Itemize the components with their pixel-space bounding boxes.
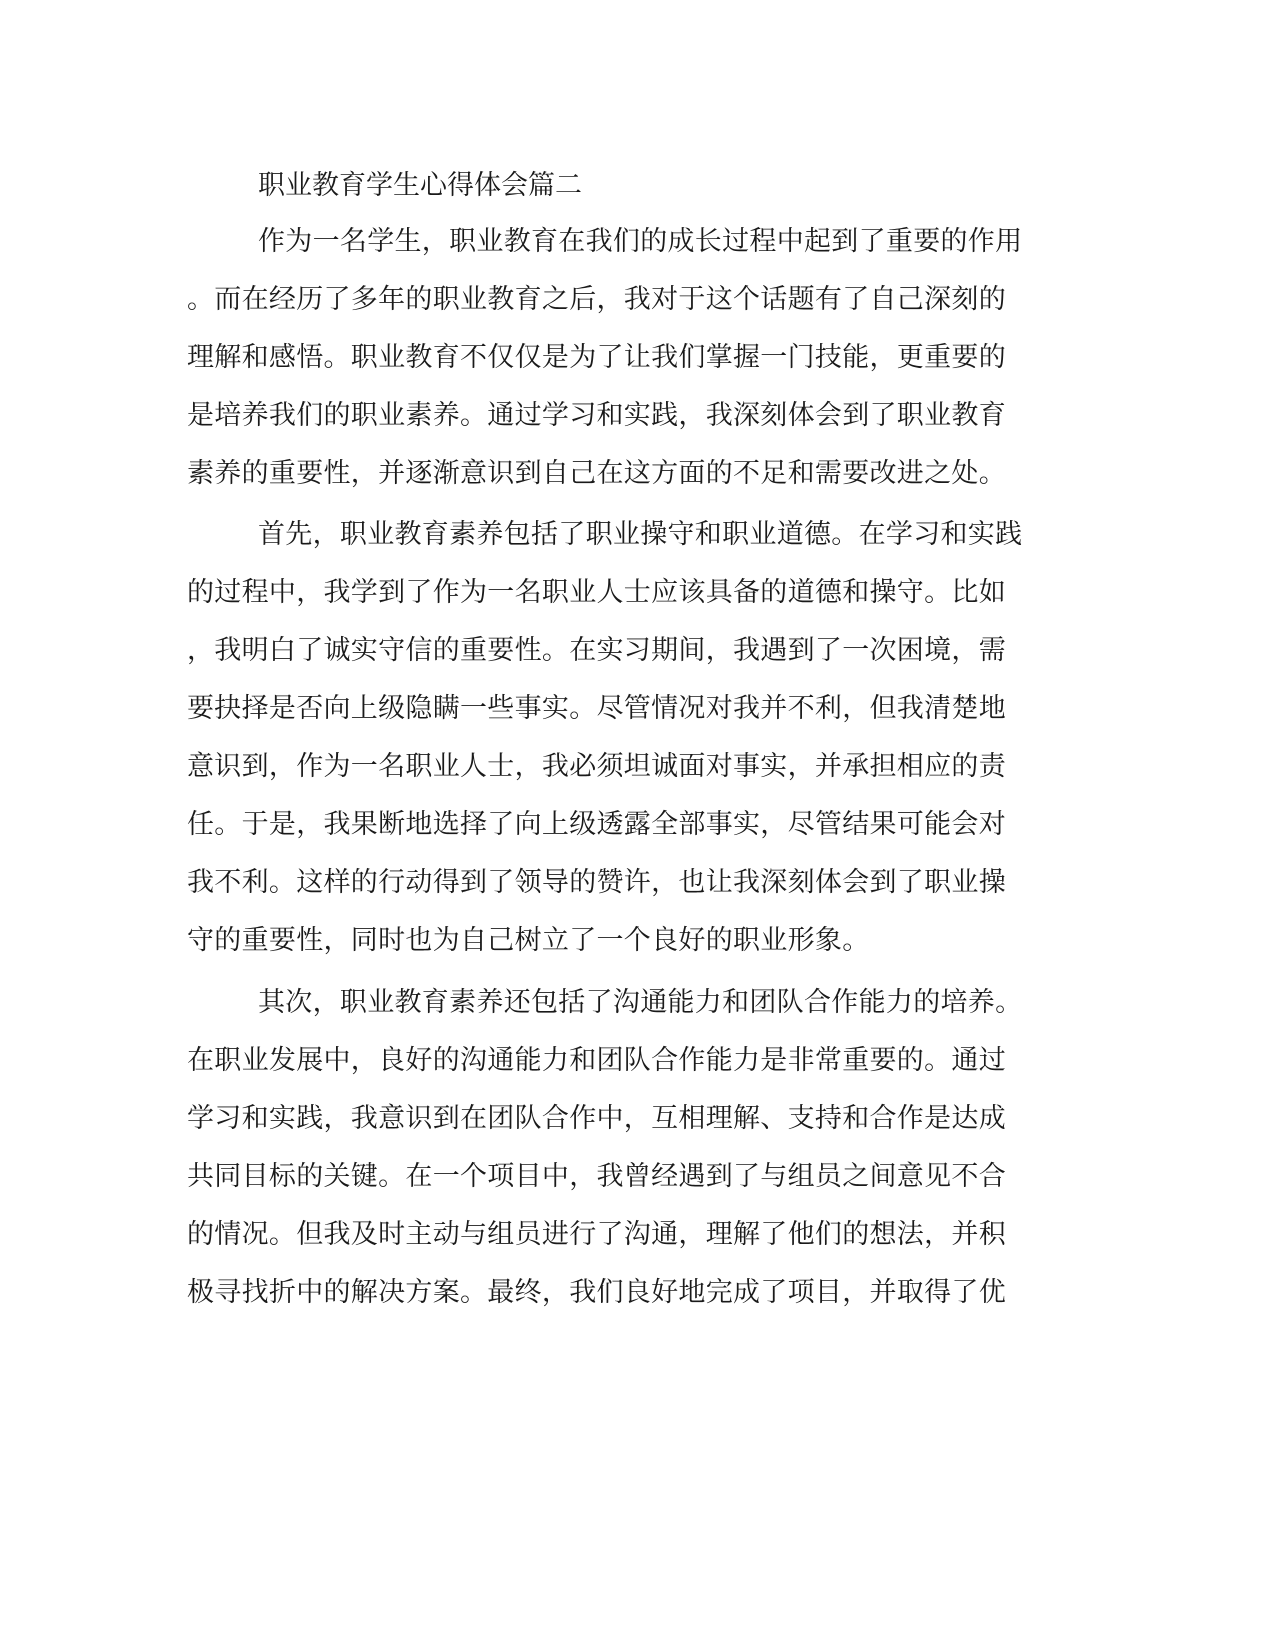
paragraph-1-line-4: 是培养我们的职业素养。通过学习和实践，我深刻体会到了职业教育	[187, 400, 1006, 431]
paragraph-3-line-4: 共同目标的关键。在一个项目中，我曾经遇到了与组员之间意见不合	[187, 1161, 1006, 1192]
paragraph-3-line-5: 的情况。但我及时主动与组员进行了沟通，理解了他们的想法，并积	[187, 1219, 1006, 1250]
paragraph-3-line-2: 在职业发展中，良好的沟通能力和团队合作能力是非常重要的。通过	[187, 1045, 1006, 1076]
paragraph-2-line-7: 我不利。这样的行动得到了领导的赞许，也让我深刻体会到了职业操	[187, 867, 1006, 898]
paragraph-3-line-6: 极寻找折中的解决方案。最终，我们良好地完成了项目，并取得了优	[187, 1277, 1006, 1308]
document-title: 职业教育学生心得体会篇二	[258, 170, 582, 201]
paragraph-2-line-8: 守的重要性，同时也为自己树立了一个良好的职业形象。	[187, 925, 870, 956]
paragraph-1-line-3: 理解和感悟。职业教育不仅仅是为了让我们掌握一门技能，更重要的	[187, 342, 1006, 373]
paragraph-3-line-1: 其次，职业教育素养还包括了沟通能力和团队合作能力的培养。	[258, 987, 1023, 1018]
paragraph-3-line-3: 学习和实践，我意识到在团队合作中，互相理解、支持和合作是达成	[187, 1103, 1006, 1134]
paragraph-1-line-2: 。而在经历了多年的职业教育之后，我对于这个话题有了自己深刻的	[187, 284, 1006, 315]
paragraph-1-line-1: 作为一名学生，职业教育在我们的成长过程中起到了重要的作用	[258, 226, 1023, 257]
paragraph-2-line-3: ，我明白了诚实守信的重要性。在实习期间，我遇到了一次困境，需	[187, 635, 1006, 666]
paragraph-2-line-2: 的过程中，我学到了作为一名职业人士应该具备的道德和操守。比如	[187, 577, 1006, 608]
paragraph-2-line-1: 首先，职业教育素养包括了职业操守和职业道德。在学习和实践	[258, 519, 1023, 550]
paragraph-1-line-5: 素养的重要性，并逐渐意识到自己在这方面的不足和需要改进之处。	[187, 458, 1006, 489]
paragraph-2-line-6: 任。于是，我果断地选择了向上级透露全部事实，尽管结果可能会对	[187, 809, 1006, 840]
paragraph-2-line-4: 要抉择是否向上级隐瞒一些事实。尽管情况对我并不利，但我清楚地	[187, 693, 1006, 724]
paragraph-2-line-5: 意识到，作为一名职业人士，我必须坦诚面对事实，并承担相应的责	[187, 751, 1006, 782]
